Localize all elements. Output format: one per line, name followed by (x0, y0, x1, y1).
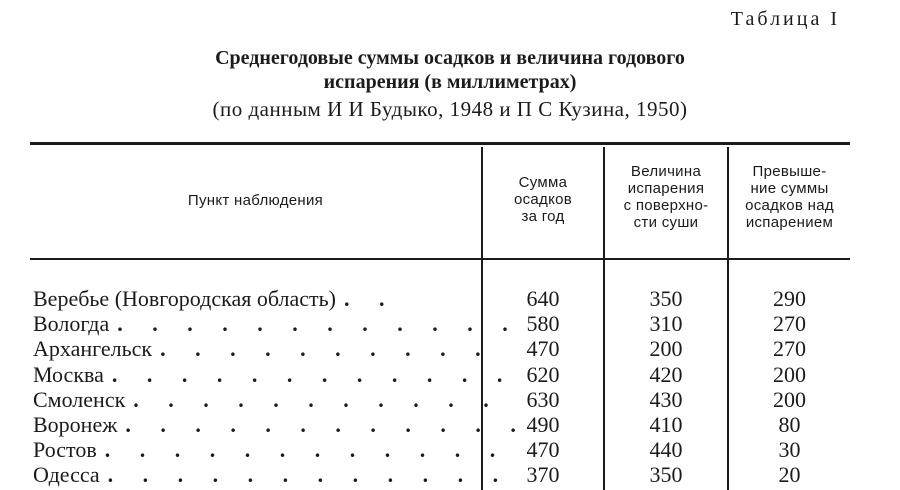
precipitation-value: 640 (526, 286, 560, 311)
station-name: Архангельск (33, 336, 153, 362)
evaporation-value: 420 (649, 361, 683, 387)
table-label: Таблица I (730, 8, 840, 30)
table-row (0, 362, 900, 387)
leader-dots: . . . . . . . . . . . . (104, 437, 508, 463)
leader-dots: . . . . . . . . . . . . (107, 462, 511, 488)
table-row (0, 336, 900, 361)
evaporation-value: 310 (649, 311, 683, 337)
precipitation-value: 470 (526, 336, 560, 362)
station-cell (33, 411, 528, 437)
station-name: Одесса (33, 462, 100, 488)
top-rule (30, 142, 850, 145)
excess-value: 270 (773, 336, 806, 362)
precipitation-value: 370 (526, 462, 560, 488)
header-excess-line: испарением (745, 214, 834, 231)
leader-dots: . . . . . . . . . . (160, 336, 493, 362)
station-name: Вологда (33, 311, 110, 337)
station-name: Веребье (Новгородская область) (33, 286, 336, 311)
station-cell (33, 462, 511, 488)
evaporation-value: 430 (649, 386, 683, 412)
excess-value: 270 (773, 311, 806, 337)
leader-dots: . . . . . . . . . . . . (111, 361, 515, 387)
leader-dots: . . (343, 286, 397, 311)
evaporation-value: 350 (649, 462, 683, 488)
precipitation-value: 630 (526, 386, 560, 412)
station-name: Воронеж (33, 411, 118, 437)
leader-dots: . . . . . . . . . . . . (125, 411, 528, 437)
header-evaporation-line: с поверхно- (623, 197, 709, 214)
header-excess (729, 163, 850, 231)
header-precipitation (483, 174, 603, 225)
precipitation-value: 470 (526, 437, 560, 463)
station-cell (33, 437, 508, 463)
table-source: (по данным И И Будыко, 1948 и П С Кузина, 1950) (212, 97, 688, 121)
table-row (0, 286, 900, 311)
header-precipitation-line: Сумма (518, 174, 568, 191)
excess-value: 200 (773, 361, 806, 387)
header-precipitation-line: за год (521, 208, 565, 225)
header-excess-line: Превыше- (752, 163, 827, 180)
table-title-line-2: испарения (в миллиметрах) (323, 71, 577, 93)
table-body (0, 286, 900, 488)
leader-dots: . . . . . . . . . . . . (117, 311, 520, 337)
header-excess-line: осадков над (745, 197, 834, 214)
station-cell (33, 336, 493, 362)
evaporation-value: 440 (649, 437, 683, 463)
table-row (0, 311, 900, 336)
station-cell (33, 286, 473, 311)
header-evaporation-line: испарения (627, 180, 705, 197)
header-station: Пункт наблюдения (187, 192, 324, 209)
excess-value: 200 (773, 386, 806, 412)
table-title-line-1: Среднегодовые суммы осадков и величина годового (215, 47, 685, 69)
table-row (0, 437, 900, 462)
station-cell (33, 386, 501, 412)
header-evaporation-line: сти суши (633, 214, 699, 231)
evaporation-value: 350 (649, 286, 683, 311)
precipitation-value: 580 (526, 311, 560, 337)
station-name: Смоленск (33, 386, 126, 412)
station-cell (33, 311, 520, 337)
station-name: Ростов (33, 437, 97, 463)
header-precipitation-line: осадков (513, 191, 573, 208)
table-row (0, 387, 900, 412)
station-cell (33, 361, 515, 387)
excess-value: 20 (778, 462, 801, 488)
precipitation-value: 490 (526, 411, 560, 437)
station-name: Москва (33, 361, 104, 387)
header-evaporation (605, 163, 727, 231)
evaporation-value: 410 (649, 411, 683, 437)
header-evaporation-line: Величина (630, 163, 702, 180)
excess-value: 290 (773, 286, 806, 311)
evaporation-value: 200 (649, 336, 683, 362)
precipitation-value: 620 (526, 361, 560, 387)
table-row (0, 462, 900, 487)
table-row (0, 412, 900, 437)
header-excess-line: ние суммы (750, 180, 829, 197)
leader-dots: . . . . . . . . . . . (133, 386, 501, 412)
excess-value: 30 (778, 437, 801, 463)
excess-value: 80 (778, 411, 801, 437)
